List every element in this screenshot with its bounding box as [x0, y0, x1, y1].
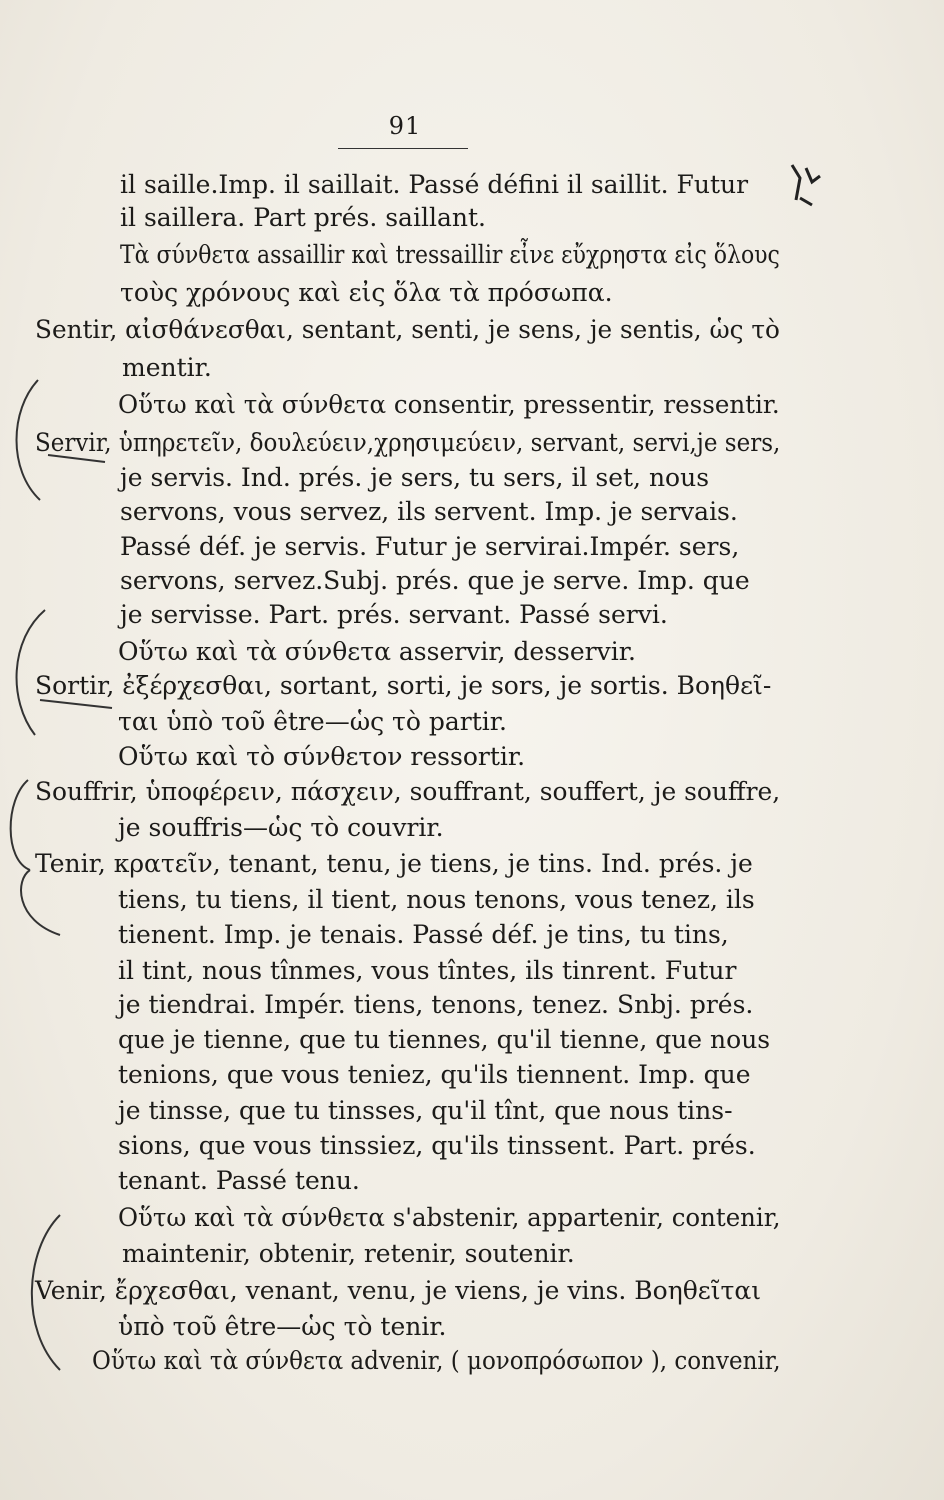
- text-line: Passé déf. je servis. Futur je servirai.Impér. sers,: [120, 532, 740, 561]
- text-line: servons, servez.Subj. prés. que je serve. Imp. que: [120, 566, 750, 595]
- text-line: tenant. Passé tenu.: [118, 1166, 360, 1195]
- text-line: tenions, que vous teniez, qu'ils tiennent. Imp. que: [118, 1060, 751, 1089]
- text-line: ὑπὸ τοῦ être—ὡς τὸ tenir.: [118, 1312, 447, 1341]
- text-line: Τὰ σύνθετα assaillir καὶ tressaillir εἶνε εὔχρηστα εἰς ὅλους: [120, 240, 780, 269]
- text-line: ται ὑπὸ τοῦ être—ὡς τὸ partir.: [118, 707, 507, 736]
- text-line: tiens, tu tiens, il tient, nous tenons, vous tenez, ils: [118, 885, 755, 914]
- text-line: Venir, ἔρχεσθαι, venant, venu, je viens, je vins. Βοηθεῖται: [35, 1276, 762, 1305]
- text-line: servons, vous servez, ils servent. Imp. je servais.: [120, 497, 738, 526]
- text-line: Tenir, κρατεῖν, tenant, tenu, je tiens, je tins. Ind. prés. je: [35, 849, 753, 878]
- text-line: Οὕτω καὶ τὸ σύνθετον ressortir.: [118, 742, 526, 771]
- text-line: Sentir, αἰσθάνεσθαι, sentant, senti, je sens, je sentis, ὡς τὸ: [35, 315, 780, 344]
- text-line: il tint, nous tînmes, vous tîntes, ils tinrent. Futur: [118, 956, 737, 985]
- text-line: je tinsse, que tu tinsses, qu'il tînt, que nous tins-: [118, 1096, 733, 1125]
- text-line: il saillera. Part prés. saillant.: [120, 203, 486, 232]
- text-line: je servis. Ind. prés. je sers, tu sers, il set, nous: [120, 463, 710, 492]
- text-line: Οὕτω καὶ τὰ σύνθετα advenir, ( μονοπρόσωπον ), convenir,: [92, 1346, 781, 1375]
- text-line: Οὕτω καὶ τὰ σύνθετα s'abstenir, appartenir, contenir,: [118, 1203, 781, 1232]
- text-line: il saille.Imp. il saillait. Passé défini il saillit. Futur: [120, 170, 749, 199]
- text-line: Sortir, ἐξέρχεσθαι, sortant, sorti, je sors, je sortis. Βοηθεῖ-: [35, 671, 772, 700]
- text-line: sions, que vous tinssiez, qu'ils tinssent. Part. prés.: [118, 1131, 756, 1160]
- text-line: Souffrir, ὑποφέρειν, πάσχειν, souffrant, souffert, je souffre,: [35, 777, 781, 806]
- text-line: Servir, ὑπηρετεῖν, δουλεύειν,χρησιμεύειν, servant, servi,je sers,: [35, 428, 781, 457]
- text-line: que je tienne, que tu tiennes, qu'il tienne, que nous: [118, 1025, 771, 1054]
- text-line: tienent. Imp. je tenais. Passé déf. je tins, tu tins,: [118, 920, 729, 949]
- page-number: 91: [388, 112, 422, 140]
- text-line: τοὺς χρόνους καὶ εἰς ὅλα τὰ πρόσωπα.: [120, 278, 613, 307]
- text-line: maintenir, obtenir, retenir, soutenir.: [122, 1239, 575, 1268]
- text-line: je tiendrai. Impér. tiens, tenons, tenez. Snbj. prés.: [118, 990, 754, 1019]
- text-line: je souffris—ὡς τὸ couvrir.: [118, 813, 444, 842]
- text-line: je servisse. Part. prés. servant. Passé servi.: [120, 600, 668, 629]
- text-line: Οὕτω καὶ τὰ σύνθετα consentir, pressentir, ressentir.: [118, 390, 780, 419]
- text-line: Οὕτω καὶ τὰ σύνθετα asservir, desservir.: [118, 637, 636, 666]
- text-line: mentir.: [122, 353, 212, 382]
